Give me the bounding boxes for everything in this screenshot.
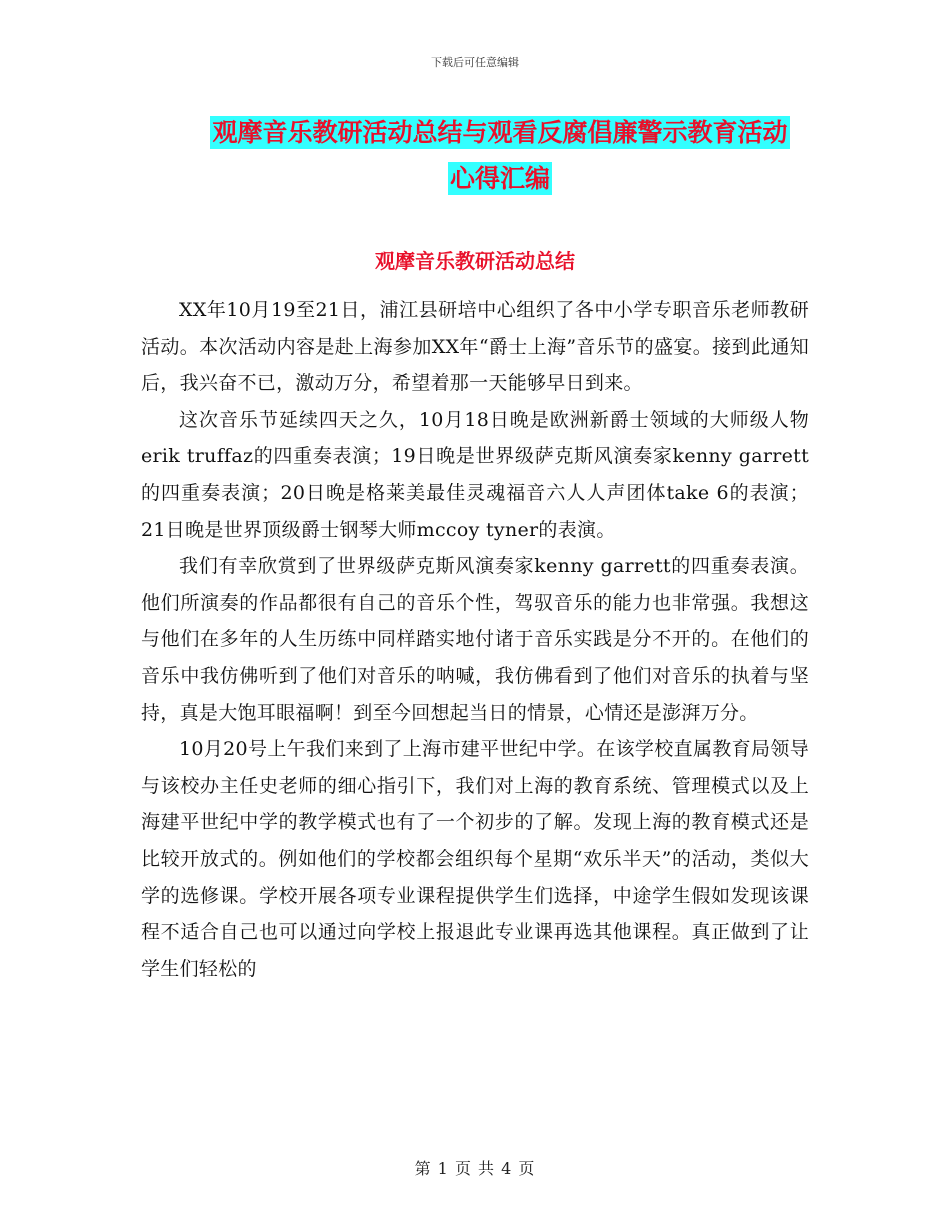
paragraph-1: XX年10月19至21日，浦江县研培中心组织了各中小学专职音乐老师教研活动。本次活动内容是赴上海参加XX年“爵士上海”音乐节的盛宴。接到此通知后，我兴奋不已，激动万分，希望着那一天能够早日到来。: [141, 299, 809, 395]
paragraph-4: 10月20号上午我们来到了上海市建平世纪中学。在该学校直属教育局领导与该校办主任史老师的细心指引下，我们对上海的教育系统、管理模式以及上海建平世纪中学的教学模式也有了一个初步的了解。发现上海的教育模式还是比较开放式的。例如他们的学校都会组织每个星期“欢乐半天”的活动，类似大学的选修课。学校开展各项专业课程提供学生们选择，中途学生假如发现该课程不适合自己也可以通过向学校上报退此专业课再选其他课程。真正做到了让学生们轻松的: [141, 738, 809, 980]
header-note: 下载后可任意编辑: [431, 56, 519, 69]
paragraph-3: 我们有幸欣赏到了世界级萨克斯风演奏家kenny garrett的四重奏表演。他们所演奏的作品都很有自己的音乐个性，驾驭音乐的能力也非常强。我想这与他们在多年的人生历练中同样踏实地付诸于音乐实践是分不开的。在他们的音乐中我仿佛听到了他们对音乐的呐喊，我仿佛看到了他们对音乐的执着与坚持，真是大饱耳眼福啊！到至今回想起当日的情景，心情还是澎湃万分。: [141, 555, 809, 724]
title-line-1: 观摩音乐教研活动总结与观看反腐倡廉警示教育活动: [212, 118, 788, 147]
section-title: 观摩音乐教研活动总结: [375, 249, 575, 273]
page-footer: 第 1 页 共 4 页: [414, 1159, 536, 1178]
document-title: [140, 110, 860, 202]
paragraph-2: 这次音乐节延续四天之久，10月18日晚是欧洲新爵士领域的大师级人物erik truffaz的四重奏表演；19日晚是世界级萨克斯风演奏家kenny garrett的四重奏表演；20日晚是格莱美最佳灵魂福音六人人声团体take 6的表演；21日晚是世界顶级爵士钢琴大师mccoy tyner的表演。: [141, 408, 809, 541]
title-line-2: 心得汇编: [449, 164, 550, 193]
body-text: [141, 292, 809, 987]
